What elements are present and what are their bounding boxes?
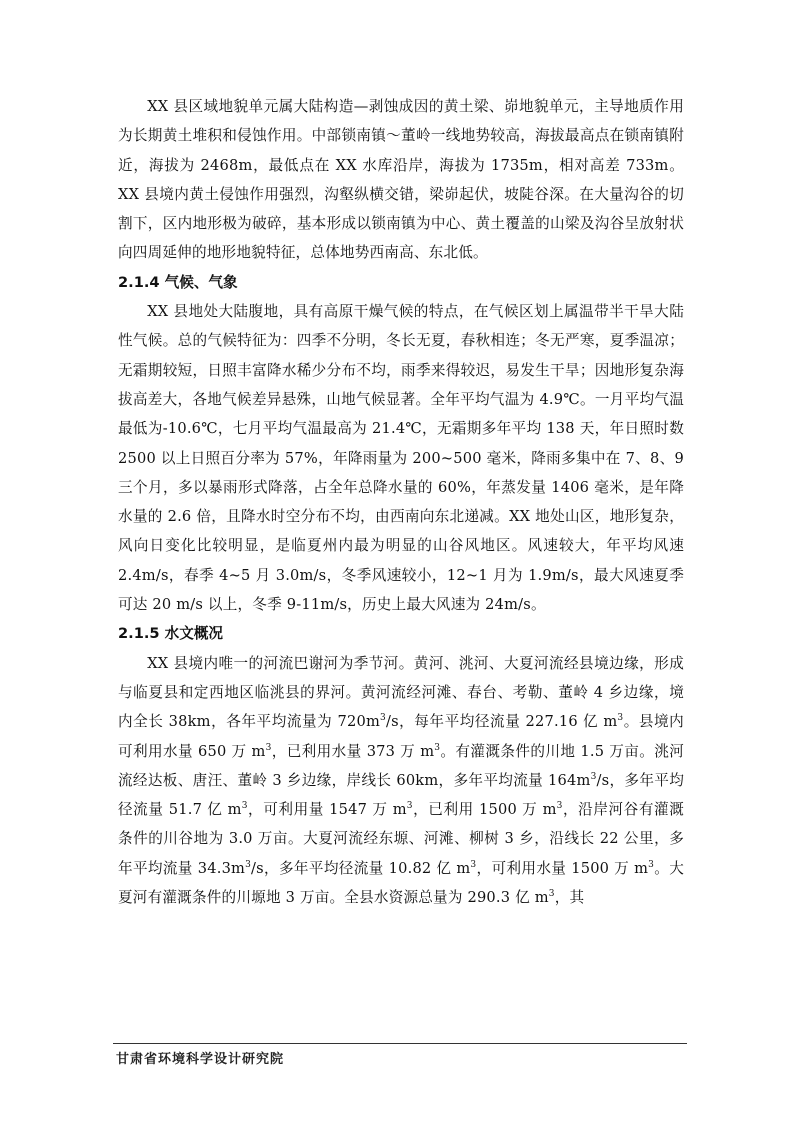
geomorphology-paragraph: XX 县区域地貌单元属大陆构造—剥蚀成因的黄土梁、峁地貌单元，主导地质作用为长期黄土堆积和侵蚀作用。中部锁南镇～董岭一线地势较高，海拔最高点在锁南镇附近，海拔为 2468m，最低点在 XX 水库沿岸，海拔为 1735m，相对高差 733m。XX 县境内黄土侵蚀作用强烈，沟壑纵横交错，梁峁起伏，坡陡谷深。在大量沟谷的切割下，区内地形极为破碎，基本形成以锁南镇为中心、黄土覆盖的山梁及沟谷呈放射状向四周延伸的地形地貌特征，总体地势西南高、东北低。 <box>118 98 684 262</box>
hydrology-paragraph: XX 县境内唯一的河流巴谢河为季节河。黄河、洮河、大夏河流经县境边缘，形成与临夏县和定西地区临洮县的界河。黄河流经河滩、春台、考勒、董岭 4 乡边缘，境内全长 38km，各年平均流量为 $720m^3/s$，每年平均径流量 227.16 亿 $m^3$。县境内可利用水量 650 万 $m^3$，已利用水量 373 万 $m^3$。有灌溉条件的川地 1.5 万亩。洮河流经达板、唐汪、董岭 3 乡边缘，岸线长 60km，多年平均流量 $164m^3/s$，多年平均径流量 51.7 亿 $m^3$，可利用量 1547 万 $m^3$，已利用 1500 万 $m^3$，沿岸河谷有灌溉条件的川谷地为 3.0 万亩。大夏河流经东塬、河滩、柳树 3 乡，沿线长 22 公里，多年平均流量 $34.3m^3/s$，多年平均径流量 10.82 亿 $m^3$，可利用水量 1500 万 $m^3$。大夏河有灌溉条件的川塬地 3 万亩。全县水资源总量为 290.3 亿 $m^3$，其 <box>118 654 685 907</box>
footer-organization: 甘肃省环境科学设计研究院 <box>116 1052 285 1067</box>
section-heading-hydrology: 2.1.5 水文概况 <box>118 625 224 643</box>
document-page <box>118 92 684 912</box>
section-heading-climate: 2.1.4 气候、气象 <box>118 273 238 291</box>
climate-paragraph: XX 县地处大陆腹地，具有高原干燥气候的特点，在气候区划上属温带半干旱大陆性气候。总的气候特征为：四季不分明，冬长无夏，春秋相连；冬无严寒，夏季温凉；无霜期较短，日照丰富降水稀少分布不均，雨季来得较迟，易发生干旱；因地形复杂海拔高差大，各地气候差异悬殊，山地气候显著。全年平均气温为 4.9℃。一月平均气温最低为-10.6℃，七月平均气温最高为 21.4℃，无霜期多年平均 138 天，年日照时数 2500 以上日照百分率为 57%，年降雨量为 200~500 毫米，降雨多集中在 7、8、9 三个月，多以暴雨形式降落，占全年总降水量的 60%，年蒸发量 1406 毫米，是年降水量的 2.6 倍，且降水时空分布不均，由西南向东北递减。XX 地处山区，地形复杂，风向日变化比较明显，是临夏州内最为明显的山谷风地区。风速较大，年平均风速 2.4m/s，春季 4~5 月 3.0m/s，冬季风速较小，12~1 月为 1.9m/s，最大风速夏季可达 20 m/s 以上，冬季 9-11m/s，历史上最大风速为 24m/s。 <box>118 303 684 614</box>
footer-divider <box>113 1043 687 1044</box>
